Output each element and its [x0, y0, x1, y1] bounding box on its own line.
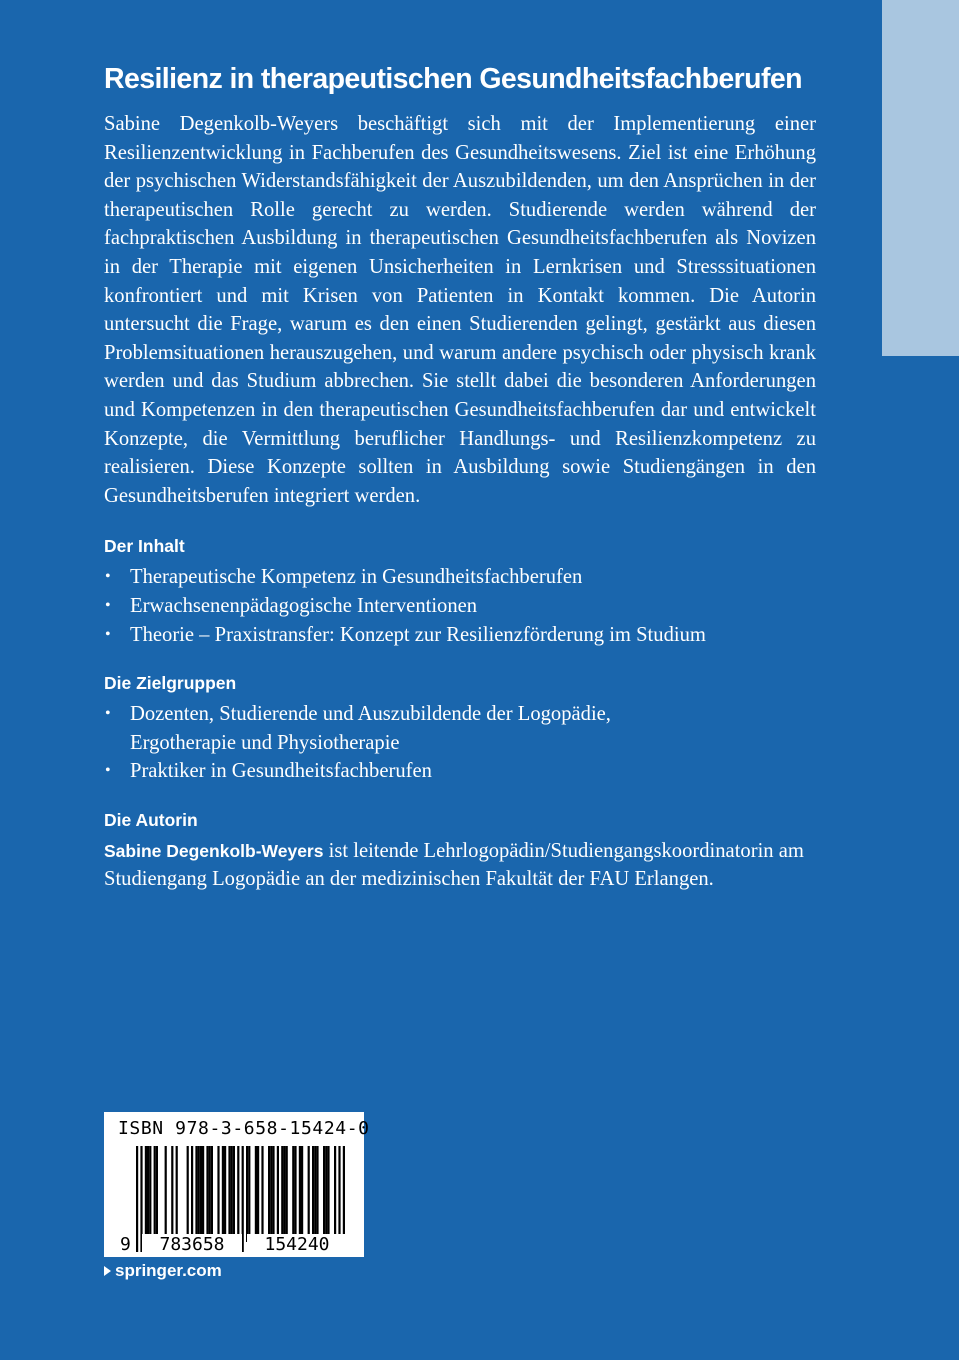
- barcode-bar: [145, 1146, 147, 1242]
- publisher-link-text: springer.com: [115, 1261, 222, 1280]
- barcode-bar: [246, 1146, 248, 1242]
- list-item-text: Theorie – Praxistransfer: Konzept zur Resilienzförderung im Studium: [130, 623, 706, 646]
- author-name: Sabine Degenkolb-Weyers: [104, 840, 324, 861]
- zielgruppen-list: [104, 700, 684, 786]
- barcode-bar: [156, 1146, 158, 1242]
- barcode-bar: [261, 1146, 263, 1242]
- section-heading-autorin: Die Autorin: [104, 809, 198, 830]
- list-item: [104, 563, 816, 592]
- barcode-bar: [314, 1146, 316, 1242]
- ean-right-digits: 154240: [247, 1234, 347, 1256]
- barcode-bar: [228, 1146, 230, 1242]
- barcode-bar: [222, 1146, 224, 1242]
- barcode-bar: [202, 1146, 204, 1242]
- barcode-bar: [217, 1146, 219, 1242]
- isbn-label: ISBN 978-3-658-15424-0: [118, 1118, 370, 1139]
- barcode-bar: [327, 1146, 329, 1242]
- barcode-bar: [323, 1146, 325, 1242]
- barcode-bar: [292, 1146, 294, 1242]
- barcode-bar: [195, 1146, 197, 1242]
- barcode-bar: [209, 1146, 211, 1242]
- barcode-bar: [187, 1146, 189, 1242]
- book-title: Resilienz in therapeutischen Gesundheitsfachberufen: [104, 63, 802, 96]
- barcode-bar: [272, 1146, 274, 1242]
- barcode-bar: [308, 1146, 310, 1242]
- author-paragraph: [104, 837, 816, 894]
- barcode-bar: [281, 1146, 283, 1242]
- list-item-text: Therapeutische Kompetenz in Gesundheitsfachberufen: [130, 566, 583, 589]
- list-item: [104, 621, 816, 650]
- barcode-bar: [171, 1146, 173, 1242]
- ean-left-digits: 783658: [142, 1234, 242, 1256]
- barcode-bar: [299, 1146, 301, 1242]
- barcode-bar: [206, 1146, 208, 1242]
- description-paragraph: Sabine Degenkolb-Weyers beschäftigt sich mit der Implementierung einer Resilienzentwicklung in Fachberufen des Gesundheitswesens. Ziel ist eine Erhöhung der psychischen Widerstandsfähigkeit der Auszubildenden, um den Ansprüchen in der therapeutischen Rolle gerecht zu werden. Studierende werden während der fachpraktischen Ausbildung in therapeutischen Gesundheitsfachberufen als Novizen in der Therapie mit eigenen Unsicherheiten in Lernkrisen und Stresssituationen konfrontiert und mit Krisen von Patienten in Kontakt kommen. Die Autorin untersucht die Frage, warum es den einen Studierenden gelingt, gestärkt aus diesen Problemsituationen herauszugehen, und warum andere psychisch oder physisch krank werden und das Studium abbrechen. Sie stellt dabei die besonderen Anforderungen und Kompetenzen in den therapeutischen Gesundheitsfachberufen dar und entwickelt Konzepte, die Vermittlung beruflicher Handlungs- und Resilienzkompetenz zu realisieren. Diese Konzepte sollten in Ausbildung sowie Studiengängen in den Gesundheitsberufen integriert werden.: [104, 113, 816, 507]
- barcode-bar: [270, 1146, 272, 1242]
- barcode-bar: [198, 1146, 200, 1242]
- barcode-bar: [325, 1146, 327, 1242]
- barcode-bar: [200, 1146, 202, 1242]
- section-heading-zielgruppen: Die Zielgruppen: [104, 673, 237, 694]
- bullet-icon: •: [105, 762, 111, 780]
- list-item: [104, 700, 684, 757]
- section-heading-inhalt: Der Inhalt: [104, 536, 185, 557]
- author-bio: ist leitende Lehrlogopädin/Studiengangskoordinatorin am Studiengang Logopädie an der medizinischen Fakultät der FAU Erlangen.: [104, 839, 804, 891]
- list-item: [104, 757, 684, 786]
- barcode-bar: [154, 1146, 156, 1242]
- isbn-barcode: [104, 1112, 370, 1257]
- barcode-bar: [165, 1146, 167, 1242]
- barcode-bar: [286, 1146, 288, 1242]
- barcode-bar: [211, 1146, 213, 1242]
- barcode-bar: [277, 1146, 279, 1242]
- barcode-bar: [294, 1146, 296, 1242]
- barcode-bar: [255, 1146, 257, 1242]
- barcode-bar: [147, 1146, 149, 1242]
- barcode-bar: [149, 1146, 151, 1242]
- barcode-bar: [224, 1146, 226, 1242]
- barcode-guard-bar: [136, 1146, 138, 1252]
- barcode-bar: [334, 1146, 336, 1242]
- bullet-icon: •: [105, 705, 111, 723]
- ean-first-digit: 9: [120, 1234, 131, 1255]
- list-item: [104, 592, 816, 621]
- list-item-text: Dozenten, Studierende und Auszubildende der Logopädie, Ergotherapie und Physiotherapie: [130, 703, 611, 754]
- barcode-bar: [316, 1146, 318, 1242]
- barcode-bar: [312, 1146, 314, 1242]
- list-item-text: Erwachsenenpädagogische Interventionen: [130, 594, 478, 617]
- back-cover-content: [104, 110, 816, 894]
- side-strip: [882, 0, 959, 356]
- barcode-bar: [268, 1146, 270, 1242]
- list-item-text: Praktiker in Gesundheitsfachberufen: [130, 760, 432, 783]
- bullet-icon: •: [105, 596, 111, 614]
- arrow-right-icon: [104, 1266, 111, 1276]
- barcode-bar: [231, 1146, 233, 1242]
- bullet-icon: •: [105, 568, 111, 586]
- barcode-bar: [191, 1146, 193, 1242]
- barcode-bar: [248, 1146, 250, 1242]
- bullet-icon: •: [105, 625, 111, 643]
- barcode-bar: [283, 1146, 285, 1242]
- barcode-bar: [176, 1146, 178, 1242]
- barcode-bar: [301, 1146, 303, 1242]
- publisher-link[interactable]: [104, 1261, 222, 1281]
- barcode-bar: [233, 1146, 235, 1242]
- barcode-bar: [257, 1146, 259, 1242]
- inhalt-list: [104, 563, 816, 649]
